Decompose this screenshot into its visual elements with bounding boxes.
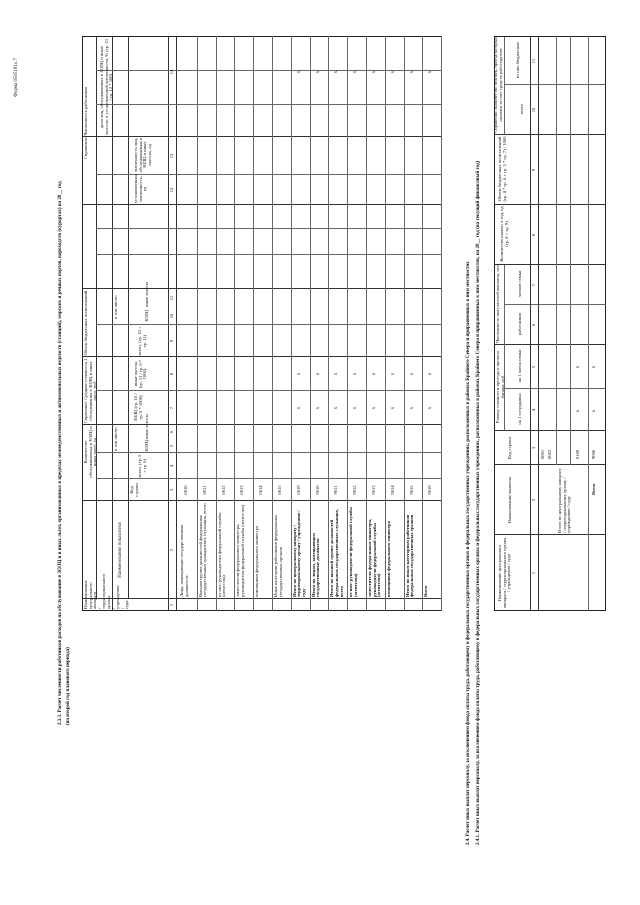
colnum-13: 13 [169,153,174,159]
p-x-mark: x [592,365,597,369]
row-code: 9015 [408,485,414,495]
p-colnum-6: 6 [531,323,536,327]
p-header-budget: Объем бюджетных ассигнований (гр. 4 * гр. 6 + гр. 5 * гр. 7) / 1000 [497,136,507,202]
x-mark: x [353,372,359,376]
colnum-14: 14 [169,69,174,75]
row-name: Лица, замещающие государственные должности [179,524,189,597]
p-colnum-11: 11 [531,58,536,64]
section-title-233: 2.3.3. Расчет численности работников расходов на обслуживание в ЗОЛЦ и в иных льгот, организованных в пределах межведомственных и антимонопольных ведомств (станций), морских и речных портов, пароходств (курортах) на 20__ год [58,181,63,725]
x-mark: x [409,70,415,74]
p-header-ref-budget: из них бюджетные [515,41,520,79]
header-org: Наименование центрального аппарата / территориального органа / учреждения / суда [83,573,130,609]
header-staff-group: Справочно: Численность работников [83,86,88,160]
header-count-group: Количество обслуживаемых в ЗОЛЦ и иных льгот, ед [83,426,98,478]
x-mark: x [334,406,340,410]
row-name: Всего [423,585,429,597]
header-code: Код строки [129,483,139,497]
colnum-5: 5 [169,444,174,448]
p-colnum-10: 10 [531,107,536,113]
p-header-code: Код строки [507,437,512,459]
header-budget-total: всего, (гр. 10 + гр. 11) [137,326,147,356]
row-code: 0015 [277,485,282,495]
p-colnum-4: 4 [531,408,536,412]
row-code: 0019 [295,485,301,495]
p-header-per-worker: на 1 сотрудника [517,393,522,425]
x-mark: x [409,406,415,410]
x-mark: x [315,70,321,74]
row-name: Высшая группа должностей федеральных государственных гражданских служащих, всего [197,503,208,597]
row-code: 0014 [258,485,264,495]
x-mark: x [334,70,340,74]
colnum-3: 3 [169,488,174,492]
colnum-2: 2 [169,548,174,552]
x-mark: x [390,406,396,410]
row-code: 9010 [314,485,320,495]
header-staff-pct: доля лиц, обслуживаемых в ЗОЛЦ и иных льготах, в установленной численности, % (гр. 13 / гр. 12 * 100) [99,39,114,135]
x-mark: x [315,406,321,410]
row-code: 0013 [239,485,245,495]
section-subtitle-24: 2.4.1. Расчет иных выплат персоналу, за исключением фонда оплаты труда, работающему в федеральных государственных органах и федеральных государственных учреждениях, расположенных в районах Крайнего Севера и приравненных к ним местностях, на 20__ год (на текущий финансовый год) [476,160,481,845]
p-header-workers: работников [517,312,522,336]
header-budget-group: Объем бюджетных ассигнований [83,290,88,356]
row-name: Итого по иным категориям работников федеральных государственных органов [404,514,415,597]
p-colnum-3: 3 [531,446,536,450]
row-name: заместители федерального министра, руководителя федеральной службы (агентства) [367,518,382,597]
row-name: из них: руководители федеральной службы (агентства) [348,507,358,597]
p-colnum-2: 2 [531,498,536,502]
p-row-grand-name: Всего [591,483,596,495]
x-mark: x [372,372,377,376]
p-colnum-1: 1 [531,571,536,575]
x-mark: x [353,406,359,410]
colnum-10: 10 [169,313,174,319]
form-label: Форма 0505181с.7 [14,58,19,97]
p-header-family: членов семьи [517,270,522,298]
p-colnum-5: 5 [531,365,536,369]
x-mark: x [372,406,377,410]
header-staff-est: установленная численность, ед [133,174,148,203]
colnum-9: 9 [169,339,174,343]
p-row-code-9000: 9000 [591,449,596,459]
row-code: 9012 [352,485,358,495]
p-header-people: Численность получателей выплаты, чел [495,265,500,343]
x-mark: x [296,70,302,74]
row-divider [441,36,442,611]
colnum-1: 1 [169,603,174,607]
row-name: помощники федерального министра [385,521,391,597]
row-name: Итого по центральному аппарату / территориальному органу / учреждению / суду [291,510,306,597]
row-divider [253,36,254,611]
x-mark: x [409,372,415,376]
row-code: 0012 [220,485,226,495]
header-zold: ЗОЛЦ [144,440,149,452]
header-budget-zold: ЗОЛЦ [144,310,149,322]
header-other: иные льготы [144,414,149,439]
header-cost-zold: ЗОЛЦ (гр. 10 / гр. 5 * 1000) [133,393,143,422]
p-header-per-family: на 1 члена семьи [517,349,522,383]
p-row-code-0001: 0001 [540,449,545,459]
x-mark: x [296,372,302,376]
p-row-code-0002: 0002 [547,449,552,459]
row-code: 9013 [371,485,376,495]
row-name: Итого по высшей группе должностей федеральных государственных служащих, всего [329,508,344,597]
x-mark: x [390,70,396,74]
x-mark: x [315,372,321,376]
p-row-code-0100: 0100 [575,449,580,459]
x-mark: x [372,70,377,74]
p-x-mark: x [576,409,581,413]
section-subtitle-233: (на второй год планового периода) [66,647,71,725]
p-header-ref-total: всего [519,103,524,115]
p-colnum-7: 7 [531,283,536,287]
p-x-mark: x [592,409,597,413]
header-including: в том числе: [113,427,118,451]
colnum-8: 8 [169,372,174,376]
x-mark: x [334,372,340,376]
section-title-24: 2.4. Расчет иных выплат персоналу, за исключением фонда оплаты труда, работающему в федеральных государственных органах и федеральных государственных учреждениях, расположенных в районах Крайнего Севера и приравненных к ним местностях [466,261,471,845]
row-code: 9014 [389,485,395,495]
row-name: помощники федерального министра [254,526,260,597]
x-mark: x [428,70,434,74]
colnum-11: 11 [169,295,174,301]
row-code: 0010 [183,485,188,495]
row-code: 9011 [333,485,339,495]
row-divider [422,36,423,611]
p-x-mark: x [576,365,581,369]
row-code: 0011 [201,485,207,495]
p-row-total-name: Итого по центральному аппарату / территориальному органу / учреждению / суду [557,468,572,533]
header-budget-incl: в том числе: [113,295,118,319]
header-count-total: всего, (гр. 5 + гр. 6) [137,454,147,478]
row-name: Иные категории работников федеральных государственных органов [273,515,283,597]
header-budget-other: иные льготы [144,282,149,307]
x-mark: x [353,70,359,74]
x-mark: x [428,372,434,376]
colnum-7: 7 [169,406,174,410]
p-header-qty: Количество выплат в год, ед (гр. 8 + гр. 9) [499,206,509,262]
header-cost-group: Справочно: Средняя стоимость 1 обслуживания в ЗОЛЦ и иных льгот, руб [83,358,98,424]
p-header-cost-group: Размер стоимости проезда и провоза багажа, руб [495,351,505,423]
p-header-org: Наименование центрального аппарата / территориального органа / учреждения / суда [497,537,512,609]
row-name: заместители федерального министра, руководителя федеральной службы (агентства) [235,505,245,597]
colnum-12: 12 [169,187,174,193]
x-mark: x [428,406,434,410]
header-cost-other: иные льготы (гр. 11 / гр. 6 * 1000) [133,359,148,389]
row-name: Итого по лицам, замещающим государственные должности [310,533,321,597]
row-code: 9019 [427,485,433,495]
colnum-6: 6 [169,430,174,434]
header-staff-served: численность лиц, обслуживаемых в ЗОЛЦ и иных льготах, ед [133,137,152,173]
row-name: из них: руководители федеральной службы (агентства) [216,512,227,597]
x-mark: x [390,372,396,376]
colnum-4: 4 [169,464,174,468]
row-divider [310,36,311,611]
p-header-name: Наименование выплаты [507,476,512,524]
p-header-ref: Справочно: Количество человек, проезд которых оплачен за счет средств работодателя [493,37,503,133]
p-colnum-9: 9 [531,168,536,172]
header-name: Наименование показателя [118,522,123,578]
x-mark: x [296,406,302,410]
p-colnum-8: 8 [531,233,536,237]
